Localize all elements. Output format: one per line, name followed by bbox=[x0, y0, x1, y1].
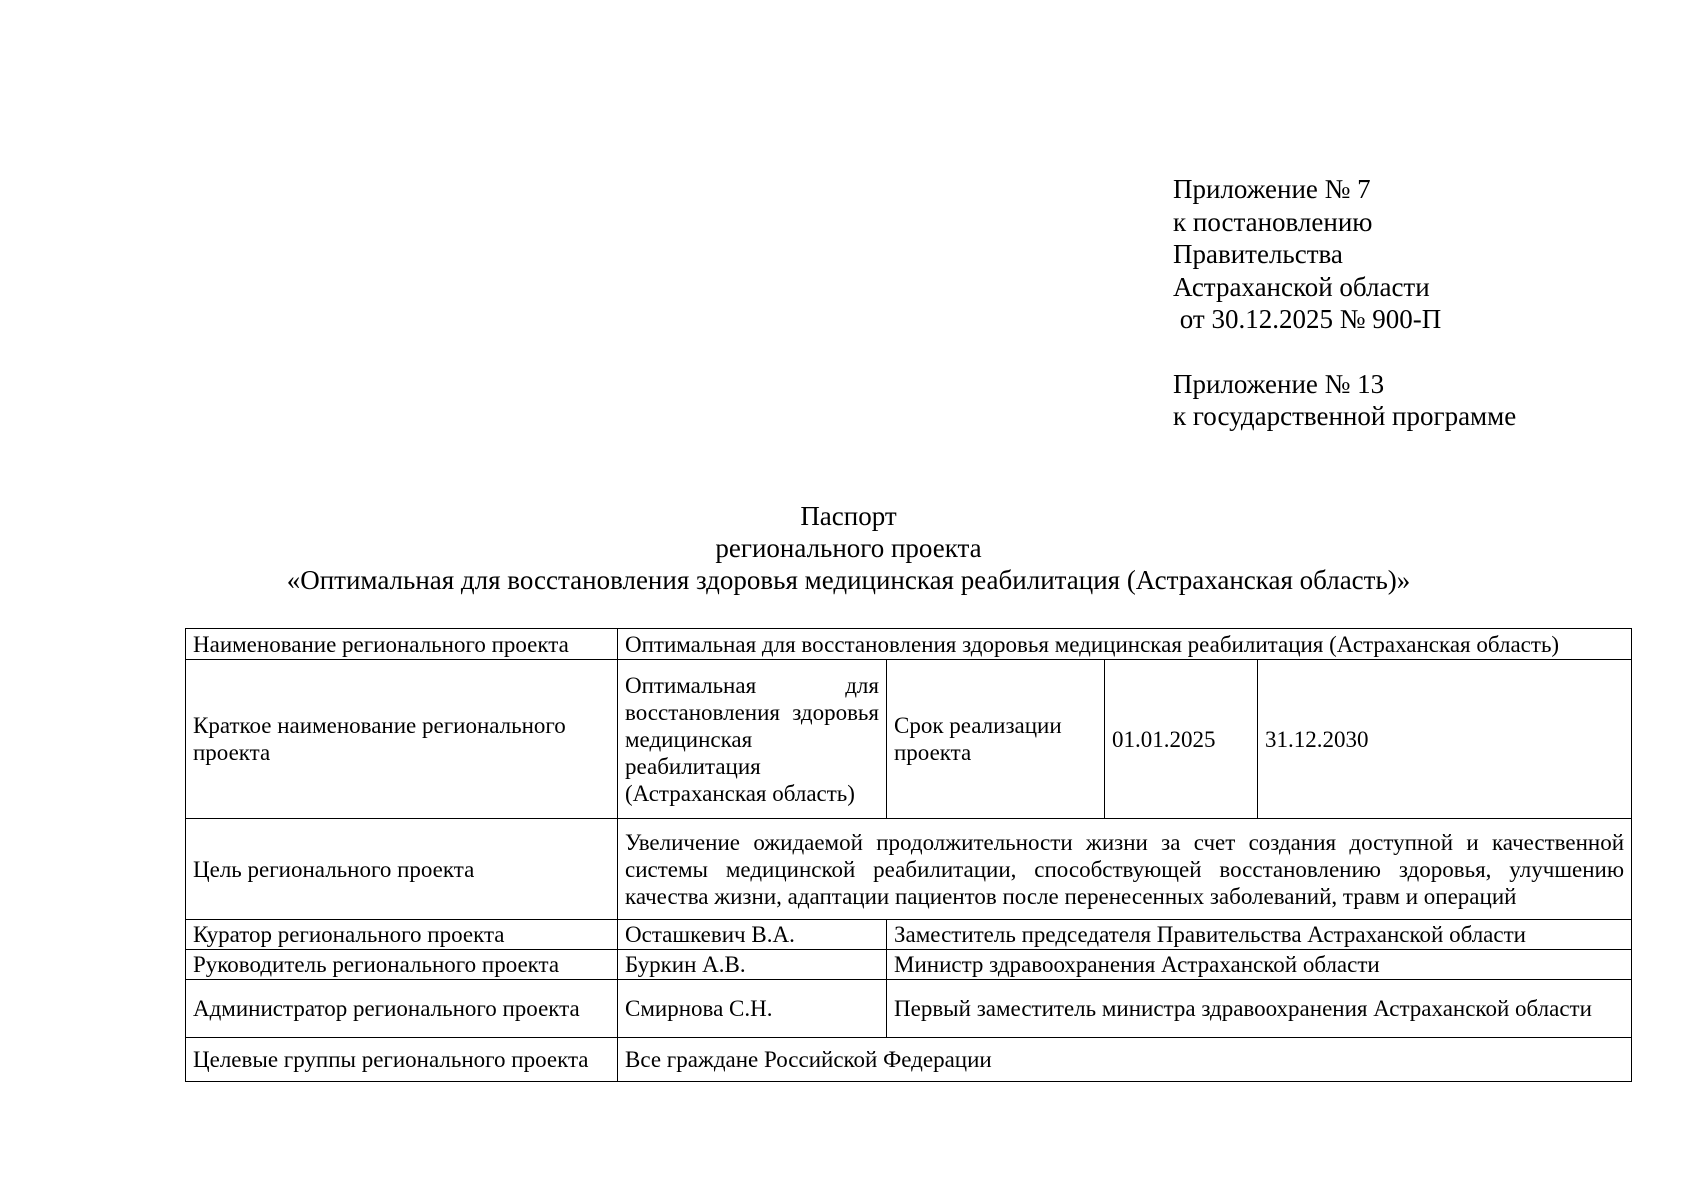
table-row bbox=[186, 660, 1632, 819]
passport-table bbox=[185, 628, 1632, 1082]
document-title bbox=[0, 500, 1697, 596]
row-value: Оптимальная для восстановления здоровья медицинская реабилитация (Астраханская область) bbox=[618, 660, 887, 819]
appendix-block bbox=[1173, 173, 1516, 433]
appendix-line: от 30.12.2025 № 900-П bbox=[1173, 304, 1442, 334]
table-row bbox=[186, 950, 1632, 980]
table-row bbox=[186, 629, 1632, 660]
row-label: Краткое наименование регионального проекта bbox=[186, 660, 618, 819]
row-label: Наименование регионального проекта bbox=[186, 629, 618, 660]
title-line: регионального проекта bbox=[715, 533, 982, 563]
term-label: Срок реализации проекта bbox=[887, 660, 1105, 819]
title-line: «Оптимальная для восстановления здоровья медицинская реабилитация (Астраханская область)» bbox=[286, 565, 1411, 595]
row-value: Все граждане Российской Федерации bbox=[618, 1038, 1632, 1082]
person-position: Заместитель председателя Правительства Астраханской области bbox=[887, 920, 1632, 950]
title-line: Паспорт bbox=[800, 501, 897, 531]
term-start: 01.01.2025 bbox=[1105, 660, 1258, 819]
table-row bbox=[186, 920, 1632, 950]
row-value: Оптимальная для восстановления здоровья медицинская реабилитация (Астраханская область) bbox=[618, 629, 1632, 660]
person-position: Первый заместитель министра здравоохранения Астраханской области bbox=[887, 980, 1632, 1038]
row-label: Целевые группы регионального проекта bbox=[186, 1038, 618, 1082]
row-value: Увеличение ожидаемой продолжительности жизни за счет создания доступной и качественной системы медицинской реабилитации, способствующей восстановлению здоровья, улучшению качества жизни, адаптации пациентов после перенесенных заболеваний, травм и операций bbox=[618, 819, 1632, 920]
person-name: Буркин А.В. bbox=[618, 950, 887, 980]
appendix-line: Приложение № 7 bbox=[1173, 174, 1371, 204]
person-name: Смирнова С.Н. bbox=[618, 980, 887, 1038]
term-end: 31.12.2030 bbox=[1258, 660, 1632, 819]
table-row bbox=[186, 980, 1632, 1038]
person-position: Министр здравоохранения Астраханской области bbox=[887, 950, 1632, 980]
row-label: Цель регионального проекта bbox=[186, 819, 618, 920]
appendix-line: к постановлению bbox=[1173, 206, 1373, 237]
appendix-line: Правительства bbox=[1173, 239, 1343, 269]
person-name: Осташкевич В.А. bbox=[618, 920, 887, 950]
appendix-line: к государственной программе bbox=[1173, 401, 1517, 431]
appendix-line: Приложение № 13 bbox=[1173, 368, 1385, 399]
row-label: Куратор регионального проекта bbox=[186, 920, 618, 950]
appendix-line: Астраханской области bbox=[1173, 271, 1430, 302]
table-row bbox=[186, 1038, 1632, 1082]
appendix-spacer bbox=[1173, 336, 1516, 368]
row-label: Руководитель регионального проекта bbox=[186, 950, 618, 980]
table-row bbox=[186, 819, 1632, 920]
row-label: Администратор регионального проекта bbox=[186, 980, 618, 1038]
